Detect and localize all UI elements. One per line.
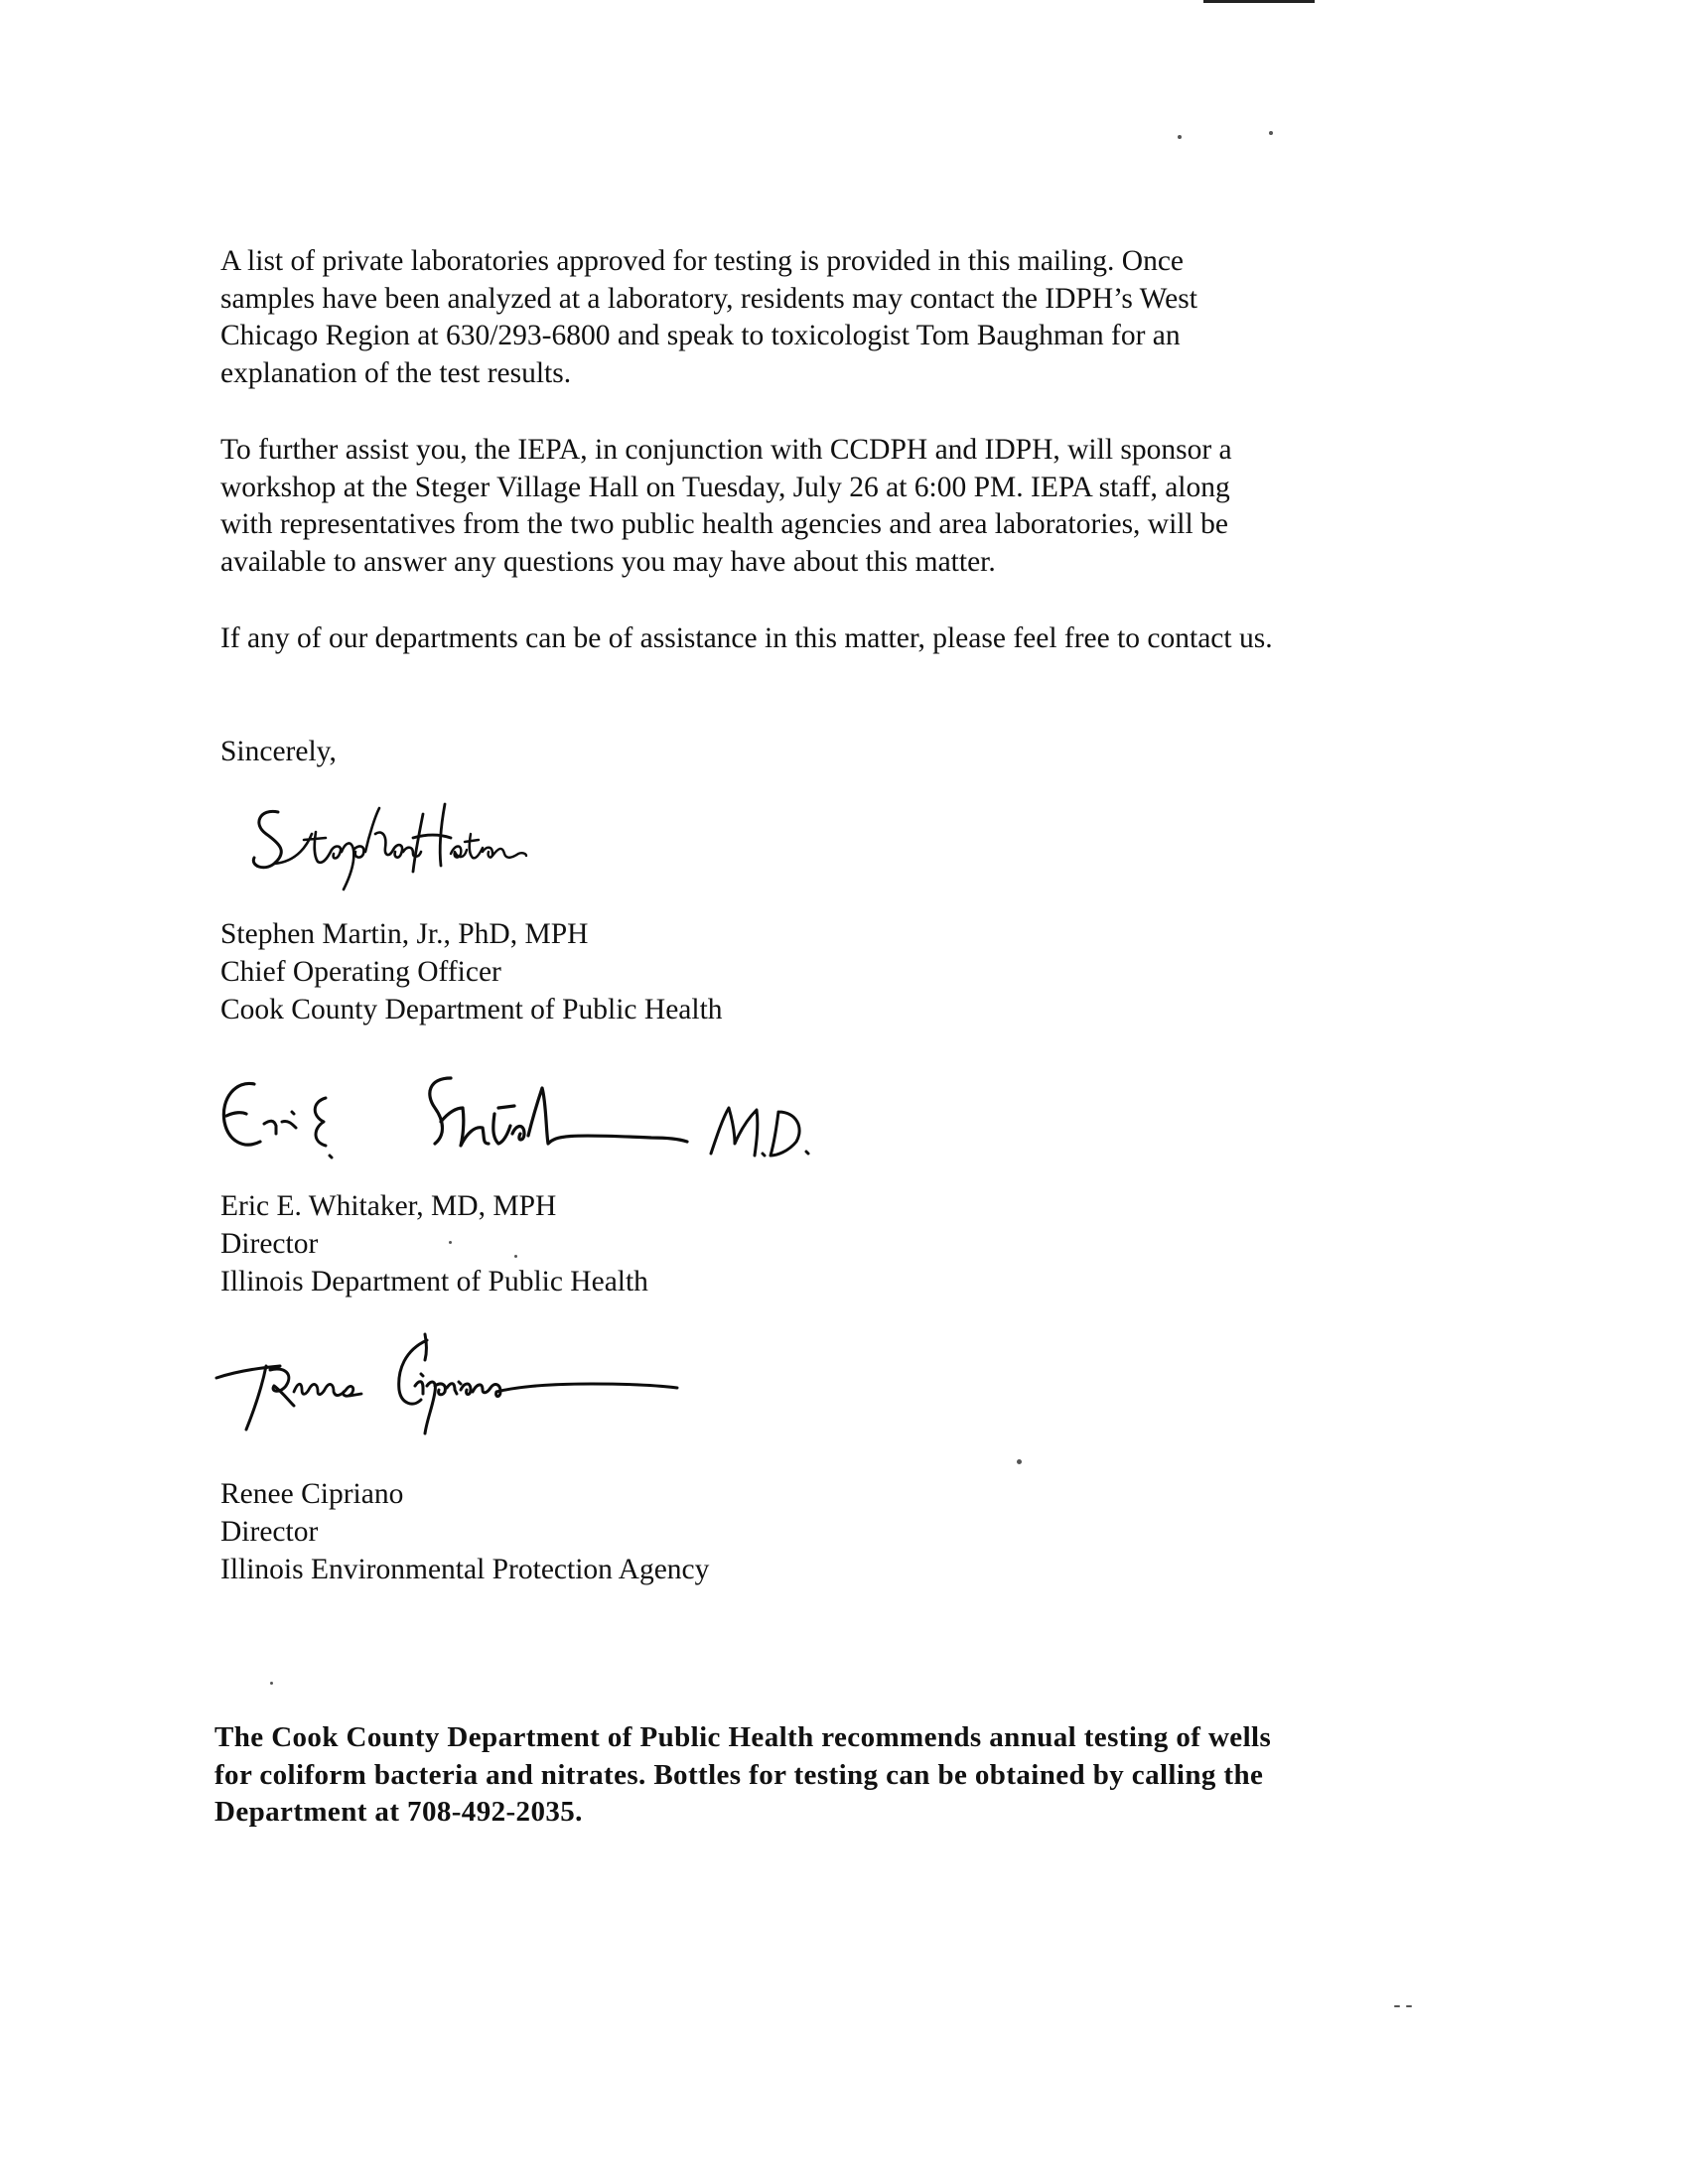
signatory-1-organization: Cook County Department of Public Health [220,994,723,1025]
scan-speck [1017,1459,1022,1464]
paragraph-assistance [220,620,1462,658]
paragraph-line: If any of our departments can be of assistance in this matter, please feel free to contact us. [220,622,1273,654]
scan-speck [1178,135,1182,139]
signatory-2-title: Director [220,1228,319,1260]
top-edge-rule [1203,0,1315,3]
signatory-1-name: Stephen Martin, Jr., PhD, MPH [220,918,589,950]
scan-speck [514,1255,517,1258]
note-line: for coliform bacteria and nitrates. Bottles for testing can be obtained by calling the [214,1758,1264,1791]
signatory-2-name: Eric E. Whitaker, MD, MPH [220,1190,557,1222]
signature-stephen-martin [248,794,526,893]
signature-eric-whitaker [214,1072,830,1191]
paragraph-line: available to answer any questions you may have about this matter. [220,545,996,578]
paragraph-line: explanation of the test results. [220,356,572,389]
signatory-3-title: Director [220,1516,319,1548]
signatory-3-organization: Illinois Environmental Protection Agency [220,1554,710,1585]
scan-speck [1269,131,1273,135]
paragraph-line: Chicago Region at 630/293-6800 and speak to toxicologist Tom Baughman for an [220,320,1181,351]
paragraph-lab-list [220,243,1462,392]
well-testing-note [214,1719,1271,1832]
paragraph-line: workshop at the Steger Village Hall on Tuesday, July 26 at 6:00 PM. IEPA staff, along [220,471,1230,503]
paragraph-workshop [220,432,1462,581]
scan-speck [1406,2005,1412,2007]
signatory-2-organization: Illinois Department of Public Health [220,1266,648,1297]
note-line: The Cook County Department of Public Health recommends annual testing of wells [214,1721,1272,1753]
scan-speck [270,1682,273,1685]
scan-speck [1394,2005,1400,2007]
signatory-3-name: Renee Cipriano [220,1478,404,1510]
paragraph-line: To further assist you, the IEPA, in conjunction with CCDPH and IDPH, will sponsor a [220,434,1232,466]
closing-salutation: Sincerely, [220,736,337,767]
scan-speck [449,1241,452,1244]
paragraph-line: with representatives from the two public health agencies and area laboratories, will be [220,508,1228,540]
paragraph-line: A list of private laboratories approved for testing is provided in this mailing. Once [220,245,1185,277]
signature-renee-cipriano [214,1330,691,1449]
paragraph-line: samples have been analyzed at a laboratory, residents may contact the IDPH’s West [220,282,1197,315]
note-line: Department at 708-492-2035. [214,1796,583,1828]
signatory-1-title: Chief Operating Officer [220,956,501,988]
